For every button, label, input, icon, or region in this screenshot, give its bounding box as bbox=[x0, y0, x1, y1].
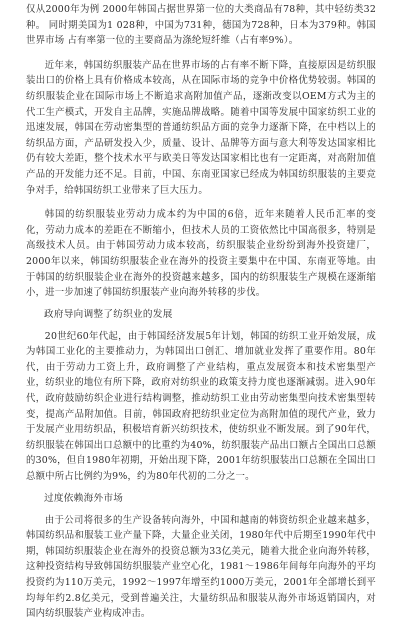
section-heading: 政府导向调整了纺织业的发展 bbox=[44, 308, 173, 320]
body-paragraph: 20世纪60年代起，由于韩国经济发展5年计划，韩国的纺织工业开始发展，成为韩国工业化的主要推动力，为韩国出口创汇、增加就业发挥了重要作用。80年代，由于劳动力工资上升，政府调整了产业结构，重点发展资本和技术密集型产业，纺织业的地位有所下降，政府对纺织业的政策支持力度也逐渐减弱。进入90年代，政府鼓励纺织企业进行结构调整，推动纺织工业由劳动密集型向技术密集型转变，提高产品附加值。目前，韩国政府把纺织业定位为高附加值的现代产业，致力于发展产业用纺织品，积极培育新兴纺织技术，使纺织业不断发展。到了90年代，纺织服装在韩国出口总额中的比重约为40%，纺织服装产品出口额占全国出口总额的30%，但自1980年初期，开始出现下降，2001年纺织服装出口总额在全国出口总额中所占比例约为9%，约为80年代初的二分之一。 bbox=[26, 330, 376, 483]
spacer bbox=[26, 198, 376, 207]
spacer bbox=[26, 49, 376, 58]
intro-paragraph: 仅从2000年为例 2000年韩国占据世界第一位的大类商品有78种，其中轻纺类32种。 同时期美国为1 028种，中国为731种，德国为728种，日本为379种。韩国世界市场 占有率第一位的主要商品为涤纶短纤维（占有率9%）。 bbox=[26, 4, 376, 47]
body-paragraph: 近年来，韩国纺织服装产品在世界市场的占有率不断下降，直接原因是纺织服装出口的价格上具有价格成本较高，从在国际市场的竞争中价格优势较弱。韩国的纺织服装企业在国际市场上不断追求高附加值产品，逐渐改变以OEM方式为主的代工生产模式，开发自主品牌，实施品牌战略。随着中国等发展中国家纺织工业的迅速发展，韩国在劳动密集型的普通纺织品方面的竞争力逐渐下降，在中档以上的纺织品方面，产品研发投入少，质量、设计、品牌等方面与意大利等发达国家相比仍有较大差距，整个技术水平与欧美日等发达国家相比也有一定距离，对高附加值产品的开发能力还不足。目前，中国、东南亚国家已经成为韩国纺织服装的主要竞争对手，给韩国纺织工业带来了巨大压力。 bbox=[26, 59, 376, 196]
body-paragraph: 由于公司将很多的生产设备转向海外，中国和越南的韩资纺织企业越来越多，韩国纺织品和服装工业产量下降，大量企业关闭，1980年代中后期至1990年代中期，韩国纺织服装企业在海外的投资总额为33亿美元，随着大批企业向海外转移，这种投资结构导致韩国纺织服装产业空心化，1981～1986年间每年向海外的平均投资约为110万美元，1992～1997年增至约1000万美元，2001年全部增长到平均每年约2.8亿美元，受到普遍关注，大量纺织品和服装从海外市场返销国内，对国内纺织服装产业构成冲击。 bbox=[26, 514, 376, 620]
body-paragraph: 韩国的纺织服装业劳动力成本约为中国的6倍，近年来随着人民币汇率的变化，劳动力成本的差距在不断缩小，但技术人员的工资依然比中国高很多，特别是高级技术人员。由于韩国劳动力成本较高，纺织服装企业纷纷到海外投资建厂，2000年以来，韩国纺织服装企业在海外的投资主要集中在中国、东南亚等地。由于韩国的纺织服装企业在海外的投资越来越多，国内的纺织服装生产规模在逐渐缩小，进一步加速了韩国纺织服装产业向海外转移的步伐。 bbox=[26, 209, 376, 299]
section-heading: 过度依赖海外市场 bbox=[44, 492, 124, 504]
